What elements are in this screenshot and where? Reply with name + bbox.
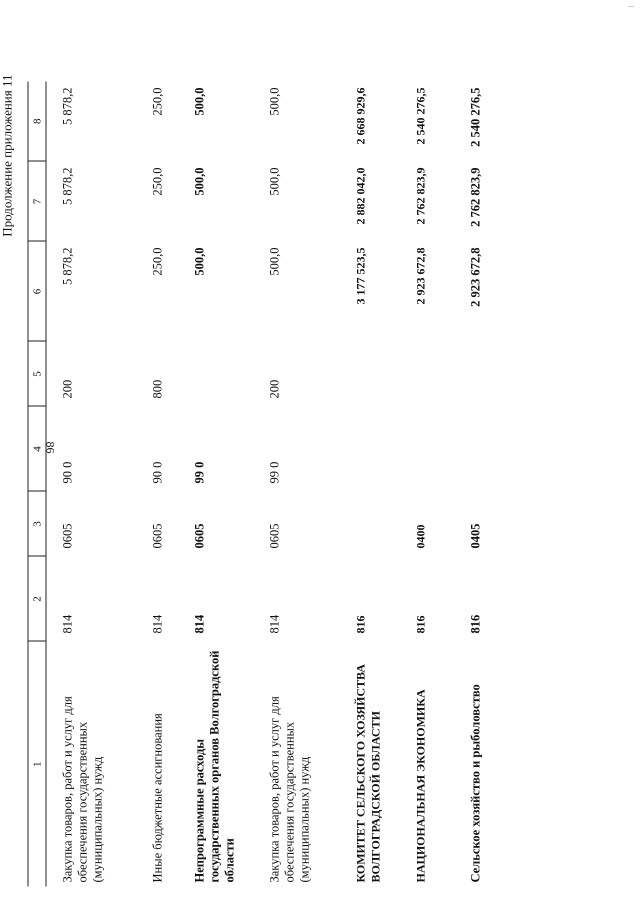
row-name: Иные бюджетные ассигнования <box>150 713 164 883</box>
table-row <box>399 82 454 887</box>
cell-col6: 500,0 <box>267 247 281 276</box>
cell-col8: 500,0 <box>267 87 281 116</box>
col-header-7: 7 <box>28 162 46 242</box>
cell-col3: 0605 <box>60 523 75 549</box>
cell-col8: 2 540 276,5 <box>413 87 427 145</box>
cell-col6: 250,0 <box>150 247 164 276</box>
cell-col8: 2 668 929,6 <box>353 87 367 145</box>
cell-col5: 200 <box>267 379 281 399</box>
cell-col7: 2 762 823,9 <box>413 167 427 225</box>
table-row <box>339 82 399 887</box>
col-header-4: 4 <box>28 407 46 492</box>
table-row <box>253 82 339 887</box>
cell-col6: 2 923 672,8 <box>468 247 482 307</box>
cell-col8: 2 540 276,5 <box>468 87 482 147</box>
cell-col5: 800 <box>150 379 164 399</box>
cell-col4: 99 0 <box>267 461 281 484</box>
cell-col5 <box>339 342 399 407</box>
cell-col3: 0400 <box>413 524 427 549</box>
cell-col2: 816 <box>353 615 367 634</box>
cell-col2: 814 <box>150 614 164 634</box>
cell-col3: 0405 <box>468 523 482 549</box>
cell-col2: 816 <box>468 614 482 634</box>
cell-col3: 0605 <box>192 523 206 549</box>
header-row <box>28 82 46 887</box>
table-row <box>178 82 253 887</box>
cell-col8: 5 878,2 <box>60 87 75 125</box>
table-row <box>454 82 504 887</box>
cell-col6: 3 177 523,5 <box>353 247 367 305</box>
row-name: Сельское хозяйство и рыболовство <box>468 684 482 883</box>
table-row <box>136 82 178 887</box>
row-name: НАЦИОНАЛЬНАЯ ЭКОНОМИКА <box>413 689 427 883</box>
corner-mark: ... <box>628 0 634 9</box>
cell-col8: 500,0 <box>192 87 206 116</box>
row-name: Закупка товаров, работ и услуг для обеспечения государственных (муниципальных) нужд <box>60 696 105 883</box>
cell-col7: 500,0 <box>267 167 281 196</box>
cell-col7: 5 878,2 <box>60 167 75 205</box>
budget-table <box>28 82 505 887</box>
cell-col2: 814 <box>267 614 281 634</box>
row-name: Непрограммные расходы государственных органов Волгоградской области <box>192 650 236 883</box>
cell-col4: 90 0 <box>60 461 75 484</box>
cell-col5 <box>454 342 504 407</box>
col-header-1: 1 <box>28 642 46 887</box>
col-header-8: 8 <box>28 82 46 162</box>
cell-col3: 0605 <box>150 523 164 549</box>
cell-col7: 2 882 042,0 <box>353 167 367 225</box>
col-header-2: 2 <box>28 557 46 642</box>
col-header-5: 5 <box>28 342 46 407</box>
row-name: КОМИТЕТ СЕЛЬСКОГО ХОЗЯЙСТВА ВОЛГОГРАДСКОЙ ОБЛАСТИ <box>353 664 382 883</box>
cell-col4 <box>399 407 454 492</box>
cell-col2: 814 <box>60 614 75 634</box>
row-name: Закупка товаров, работ и услуг для обеспечения государственных (муниципальных) нужд <box>267 696 311 883</box>
cell-col8: 250,0 <box>150 87 164 116</box>
page-number: 86 <box>43 441 58 454</box>
cell-col6: 5 878,2 <box>60 247 75 285</box>
cell-col6: 500,0 <box>192 247 206 276</box>
cell-col7: 500,0 <box>192 167 206 196</box>
cell-col3 <box>339 492 399 557</box>
cell-col4 <box>454 407 504 492</box>
appendix-title: Продолжение приложения 11 <box>0 74 15 237</box>
cell-col6: 2 923 672,8 <box>413 247 427 305</box>
rotated-page-content <box>0 5 640 900</box>
cell-col5 <box>399 342 454 407</box>
cell-col7: 2 762 823,9 <box>468 167 482 227</box>
cell-col3: 0605 <box>267 523 281 549</box>
cell-col4: 99 0 <box>192 461 206 484</box>
table-row <box>46 82 136 887</box>
cell-col4 <box>339 407 399 492</box>
cell-col7: 250,0 <box>150 167 164 196</box>
cell-col5: 200 <box>60 379 75 399</box>
col-header-6: 6 <box>28 242 46 342</box>
col-header-3: 3 <box>28 492 46 557</box>
cell-col5 <box>178 342 253 407</box>
cell-col4: 90 0 <box>150 461 164 484</box>
cell-col2: 816 <box>413 615 427 634</box>
cell-col2: 814 <box>192 614 206 634</box>
